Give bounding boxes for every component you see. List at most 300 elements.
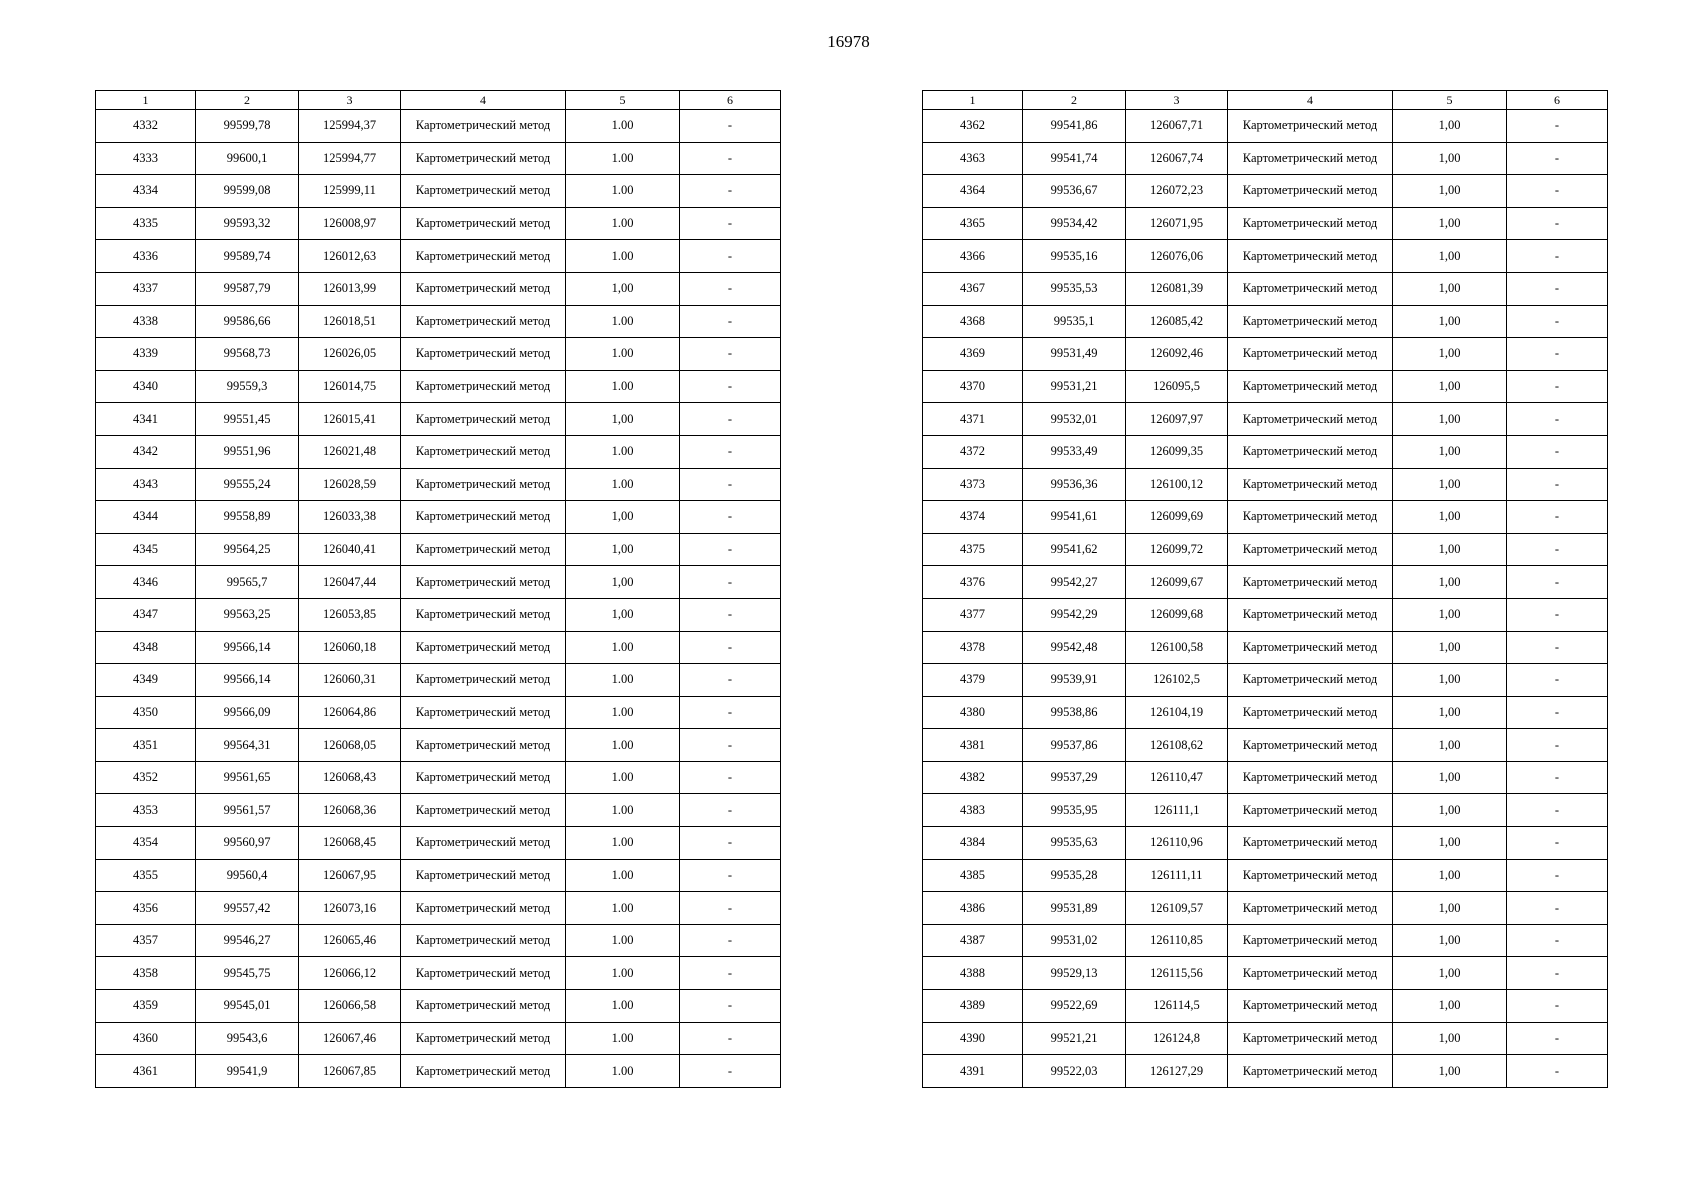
note-cell: - <box>1507 892 1608 925</box>
x-coordinate-cell: 99542,29 <box>1023 598 1126 631</box>
accuracy-cell: 1.00 <box>566 435 680 468</box>
method-cell: Картометрический метод <box>1228 957 1393 990</box>
coordinates-table-right <box>922 90 1608 1088</box>
note-cell: - <box>680 957 781 990</box>
accuracy-cell: 1,00 <box>1393 1055 1507 1088</box>
note-cell: - <box>1507 533 1608 566</box>
point-number-cell: 4346 <box>96 566 196 599</box>
method-cell: Картометрический метод <box>1228 435 1393 468</box>
method-cell: Картометрический метод <box>1228 859 1393 892</box>
method-cell: Картометрический метод <box>401 957 566 990</box>
x-coordinate-cell: 99531,02 <box>1023 924 1126 957</box>
accuracy-cell: 1.00 <box>566 240 680 273</box>
method-cell: Картометрический метод <box>1228 794 1393 827</box>
accuracy-cell: 1.00 <box>566 468 680 501</box>
y-coordinate-cell: 126060,18 <box>299 631 401 664</box>
note-cell: - <box>1507 664 1608 697</box>
method-cell: Картометрический метод <box>401 696 566 729</box>
table-row <box>96 338 781 371</box>
x-coordinate-cell: 99522,69 <box>1023 990 1126 1023</box>
table-row <box>96 1022 781 1055</box>
coordinates-table-left <box>95 90 781 1088</box>
y-coordinate-cell: 126068,05 <box>299 729 401 762</box>
note-cell: - <box>1507 924 1608 957</box>
point-number-cell: 4374 <box>923 501 1023 534</box>
x-coordinate-cell: 99558,89 <box>196 501 299 534</box>
y-coordinate-cell: 126068,36 <box>299 794 401 827</box>
x-coordinate-cell: 99532,01 <box>1023 403 1126 436</box>
table-row <box>923 338 1608 371</box>
column-header: 6 <box>1507 91 1608 110</box>
accuracy-cell: 1,00 <box>1393 598 1507 631</box>
method-cell: Картометрический метод <box>401 664 566 697</box>
accuracy-cell: 1,00 <box>1393 142 1507 175</box>
y-coordinate-cell: 126115,56 <box>1126 957 1228 990</box>
x-coordinate-cell: 99531,49 <box>1023 338 1126 371</box>
y-coordinate-cell: 126111,1 <box>1126 794 1228 827</box>
point-number-cell: 4385 <box>923 859 1023 892</box>
accuracy-cell: 1,00 <box>1393 1022 1507 1055</box>
y-coordinate-cell: 126067,71 <box>1126 110 1228 143</box>
point-number-cell: 4376 <box>923 566 1023 599</box>
accuracy-cell: 1,00 <box>1393 370 1507 403</box>
point-number-cell: 4348 <box>96 631 196 664</box>
method-cell: Картометрический метод <box>1228 338 1393 371</box>
accuracy-cell: 1.00 <box>566 990 680 1023</box>
x-coordinate-cell: 99551,96 <box>196 435 299 468</box>
accuracy-cell: 1,00 <box>1393 696 1507 729</box>
point-number-cell: 4333 <box>96 142 196 175</box>
accuracy-cell: 1.00 <box>566 957 680 990</box>
method-cell: Картометрический метод <box>1228 175 1393 208</box>
x-coordinate-cell: 99538,86 <box>1023 696 1126 729</box>
y-coordinate-cell: 126073,16 <box>299 892 401 925</box>
note-cell: - <box>680 338 781 371</box>
note-cell: - <box>680 305 781 338</box>
y-coordinate-cell: 126099,72 <box>1126 533 1228 566</box>
note-cell: - <box>680 631 781 664</box>
method-cell: Картометрический метод <box>1228 240 1393 273</box>
method-cell: Картометрический метод <box>1228 598 1393 631</box>
method-cell: Картометрический метод <box>1228 468 1393 501</box>
y-coordinate-cell: 126067,46 <box>299 1022 401 1055</box>
table-row <box>96 664 781 697</box>
point-number-cell: 4360 <box>96 1022 196 1055</box>
table-row <box>923 990 1608 1023</box>
table-row <box>96 696 781 729</box>
accuracy-cell: 1,00 <box>1393 892 1507 925</box>
note-cell: - <box>1507 240 1608 273</box>
point-number-cell: 4368 <box>923 305 1023 338</box>
x-coordinate-cell: 99541,9 <box>196 1055 299 1088</box>
y-coordinate-cell: 126072,23 <box>1126 175 1228 208</box>
y-coordinate-cell: 126067,85 <box>299 1055 401 1088</box>
table-row <box>923 142 1608 175</box>
table-row <box>923 272 1608 305</box>
point-number-cell: 4390 <box>923 1022 1023 1055</box>
table-row <box>96 110 781 143</box>
accuracy-cell: 1.00 <box>566 207 680 240</box>
method-cell: Картометрический метод <box>401 468 566 501</box>
point-number-cell: 4387 <box>923 924 1023 957</box>
point-number-cell: 4391 <box>923 1055 1023 1088</box>
table-body <box>923 110 1608 1088</box>
accuracy-cell: 1.00 <box>566 175 680 208</box>
method-cell: Картометрический метод <box>401 1022 566 1055</box>
note-cell: - <box>680 892 781 925</box>
method-cell: Картометрический метод <box>401 240 566 273</box>
method-cell: Картометрический метод <box>401 305 566 338</box>
point-number-cell: 4357 <box>96 924 196 957</box>
accuracy-cell: 1,00 <box>1393 664 1507 697</box>
column-header: 5 <box>566 91 680 110</box>
x-coordinate-cell: 99535,53 <box>1023 272 1126 305</box>
note-cell: - <box>1507 631 1608 664</box>
point-number-cell: 4341 <box>96 403 196 436</box>
table-row <box>96 794 781 827</box>
note-cell: - <box>1507 142 1608 175</box>
accuracy-cell: 1,00 <box>566 272 680 305</box>
point-number-cell: 4384 <box>923 827 1023 860</box>
x-coordinate-cell: 99545,75 <box>196 957 299 990</box>
x-coordinate-cell: 99531,21 <box>1023 370 1126 403</box>
point-number-cell: 4389 <box>923 990 1023 1023</box>
method-cell: Картометрический метод <box>1228 305 1393 338</box>
point-number-cell: 4339 <box>96 338 196 371</box>
table-row <box>923 664 1608 697</box>
method-cell: Картометрический метод <box>1228 142 1393 175</box>
note-cell: - <box>680 272 781 305</box>
y-coordinate-cell: 126092,46 <box>1126 338 1228 371</box>
point-number-cell: 4352 <box>96 761 196 794</box>
note-cell: - <box>1507 729 1608 762</box>
method-cell: Картометрический метод <box>401 435 566 468</box>
point-number-cell: 4350 <box>96 696 196 729</box>
point-number-cell: 4379 <box>923 664 1023 697</box>
x-coordinate-cell: 99543,6 <box>196 1022 299 1055</box>
method-cell: Картометрический метод <box>1228 696 1393 729</box>
accuracy-cell: 1.00 <box>566 631 680 664</box>
accuracy-cell: 1.00 <box>566 696 680 729</box>
note-cell: - <box>1507 990 1608 1023</box>
accuracy-cell: 1,00 <box>1393 468 1507 501</box>
method-cell: Картометрический метод <box>401 370 566 403</box>
accuracy-cell: 1,00 <box>1393 207 1507 240</box>
table-row <box>923 631 1608 664</box>
point-number-cell: 4347 <box>96 598 196 631</box>
note-cell: - <box>1507 827 1608 860</box>
note-cell: - <box>680 696 781 729</box>
x-coordinate-cell: 99566,14 <box>196 664 299 697</box>
y-coordinate-cell: 126114,5 <box>1126 990 1228 1023</box>
method-cell: Картометрический метод <box>401 403 566 436</box>
x-coordinate-cell: 99546,27 <box>196 924 299 957</box>
accuracy-cell: 1.00 <box>566 761 680 794</box>
y-coordinate-cell: 126008,97 <box>299 207 401 240</box>
note-cell: - <box>1507 598 1608 631</box>
accuracy-cell: 1.00 <box>566 1055 680 1088</box>
y-coordinate-cell: 125994,77 <box>299 142 401 175</box>
accuracy-cell: 1.00 <box>566 370 680 403</box>
note-cell: - <box>680 794 781 827</box>
column-header: 6 <box>680 91 781 110</box>
method-cell: Картометрический метод <box>401 924 566 957</box>
y-coordinate-cell: 126099,69 <box>1126 501 1228 534</box>
x-coordinate-cell: 99539,91 <box>1023 664 1126 697</box>
point-number-cell: 4362 <box>923 110 1023 143</box>
y-coordinate-cell: 126124,8 <box>1126 1022 1228 1055</box>
table-row <box>923 501 1608 534</box>
method-cell: Картометрический метод <box>401 566 566 599</box>
x-coordinate-cell: 99537,86 <box>1023 729 1126 762</box>
y-coordinate-cell: 126067,74 <box>1126 142 1228 175</box>
note-cell: - <box>680 827 781 860</box>
table-row <box>96 207 781 240</box>
point-number-cell: 4332 <box>96 110 196 143</box>
x-coordinate-cell: 99531,89 <box>1023 892 1126 925</box>
table-header <box>923 91 1608 110</box>
method-cell: Картометрический метод <box>1228 631 1393 664</box>
header-row <box>923 91 1608 110</box>
point-number-cell: 4365 <box>923 207 1023 240</box>
y-coordinate-cell: 125994,37 <box>299 110 401 143</box>
method-cell: Картометрический метод <box>401 794 566 827</box>
y-coordinate-cell: 126108,62 <box>1126 729 1228 762</box>
note-cell: - <box>1507 957 1608 990</box>
page-number: 16978 <box>827 32 870 51</box>
x-coordinate-cell: 99587,79 <box>196 272 299 305</box>
table-row <box>923 598 1608 631</box>
point-number-cell: 4375 <box>923 533 1023 566</box>
accuracy-cell: 1,00 <box>1393 794 1507 827</box>
note-cell: - <box>680 370 781 403</box>
table-row <box>96 761 781 794</box>
table-row <box>923 924 1608 957</box>
x-coordinate-cell: 99522,03 <box>1023 1055 1126 1088</box>
table-row <box>96 435 781 468</box>
point-number-cell: 4378 <box>923 631 1023 664</box>
note-cell: - <box>1507 696 1608 729</box>
accuracy-cell: 1,00 <box>1393 827 1507 860</box>
y-coordinate-cell: 126066,12 <box>299 957 401 990</box>
accuracy-cell: 1.00 <box>566 794 680 827</box>
column-header: 3 <box>299 91 401 110</box>
y-coordinate-cell: 126100,58 <box>1126 631 1228 664</box>
table-row <box>923 175 1608 208</box>
column-header: 3 <box>1126 91 1228 110</box>
note-cell: - <box>680 142 781 175</box>
accuracy-cell: 1.00 <box>566 892 680 925</box>
note-cell: - <box>1507 338 1608 371</box>
x-coordinate-cell: 99535,95 <box>1023 794 1126 827</box>
column-header: 1 <box>923 91 1023 110</box>
table-row <box>923 1055 1608 1088</box>
point-number-cell: 4358 <box>96 957 196 990</box>
y-coordinate-cell: 126068,45 <box>299 827 401 860</box>
y-coordinate-cell: 126100,12 <box>1126 468 1228 501</box>
method-cell: Картометрический метод <box>1228 761 1393 794</box>
x-coordinate-cell: 99560,97 <box>196 827 299 860</box>
point-number-cell: 4354 <box>96 827 196 860</box>
x-coordinate-cell: 99541,61 <box>1023 501 1126 534</box>
method-cell: Картометрический метод <box>401 827 566 860</box>
point-number-cell: 4370 <box>923 370 1023 403</box>
y-coordinate-cell: 126110,96 <box>1126 827 1228 860</box>
y-coordinate-cell: 126110,85 <box>1126 924 1228 957</box>
accuracy-cell: 1,00 <box>1393 435 1507 468</box>
table-row <box>96 468 781 501</box>
y-coordinate-cell: 126099,35 <box>1126 435 1228 468</box>
accuracy-cell: 1,00 <box>1393 924 1507 957</box>
y-coordinate-cell: 126018,51 <box>299 305 401 338</box>
x-coordinate-cell: 99559,3 <box>196 370 299 403</box>
y-coordinate-cell: 126040,41 <box>299 533 401 566</box>
method-cell: Картометрический метод <box>401 338 566 371</box>
table-row <box>923 729 1608 762</box>
x-coordinate-cell: 99565,7 <box>196 566 299 599</box>
table-row <box>96 957 781 990</box>
table-row <box>923 435 1608 468</box>
point-number-cell: 4367 <box>923 272 1023 305</box>
y-coordinate-cell: 125999,11 <box>299 175 401 208</box>
table-row <box>96 859 781 892</box>
accuracy-cell: 1,00 <box>566 533 680 566</box>
y-coordinate-cell: 126095,5 <box>1126 370 1228 403</box>
method-cell: Картометрический метод <box>1228 827 1393 860</box>
accuracy-cell: 1.00 <box>566 729 680 762</box>
table-row <box>923 403 1608 436</box>
y-coordinate-cell: 126071,95 <box>1126 207 1228 240</box>
accuracy-cell: 1,00 <box>1393 305 1507 338</box>
accuracy-cell: 1,00 <box>566 566 680 599</box>
x-coordinate-cell: 99566,14 <box>196 631 299 664</box>
accuracy-cell: 1.00 <box>566 110 680 143</box>
method-cell: Картометрический метод <box>1228 729 1393 762</box>
accuracy-cell: 1,00 <box>1393 761 1507 794</box>
note-cell: - <box>1507 566 1608 599</box>
note-cell: - <box>1507 175 1608 208</box>
note-cell: - <box>680 566 781 599</box>
y-coordinate-cell: 126067,95 <box>299 859 401 892</box>
accuracy-cell: 1,00 <box>1393 566 1507 599</box>
accuracy-cell: 1.00 <box>566 1022 680 1055</box>
accuracy-cell: 1.00 <box>566 142 680 175</box>
note-cell: - <box>680 1055 781 1088</box>
x-coordinate-cell: 99536,67 <box>1023 175 1126 208</box>
x-coordinate-cell: 99599,08 <box>196 175 299 208</box>
accuracy-cell: 1,00 <box>1393 990 1507 1023</box>
y-coordinate-cell: 126053,85 <box>299 598 401 631</box>
method-cell: Картометрический метод <box>401 175 566 208</box>
point-number-cell: 4361 <box>96 1055 196 1088</box>
point-number-cell: 4366 <box>923 240 1023 273</box>
y-coordinate-cell: 126104,19 <box>1126 696 1228 729</box>
accuracy-cell: 1.00 <box>566 924 680 957</box>
method-cell: Картометрический метод <box>401 501 566 534</box>
accuracy-cell: 1.00 <box>566 305 680 338</box>
table-row <box>96 892 781 925</box>
x-coordinate-cell: 99534,42 <box>1023 207 1126 240</box>
x-coordinate-cell: 99541,74 <box>1023 142 1126 175</box>
note-cell: - <box>680 598 781 631</box>
accuracy-cell: 1,00 <box>1393 272 1507 305</box>
point-number-cell: 4351 <box>96 729 196 762</box>
x-coordinate-cell: 99566,09 <box>196 696 299 729</box>
point-number-cell: 4371 <box>923 403 1023 436</box>
method-cell: Картометрический метод <box>1228 1055 1393 1088</box>
x-coordinate-cell: 99563,25 <box>196 598 299 631</box>
method-cell: Картометрический метод <box>401 859 566 892</box>
note-cell: - <box>1507 370 1608 403</box>
note-cell: - <box>1507 794 1608 827</box>
method-cell: Картометрический метод <box>401 1055 566 1088</box>
y-coordinate-cell: 126068,43 <box>299 761 401 794</box>
note-cell: - <box>1507 1055 1608 1088</box>
method-cell: Картометрический метод <box>1228 501 1393 534</box>
accuracy-cell: 1,00 <box>566 501 680 534</box>
y-coordinate-cell: 126026,05 <box>299 338 401 371</box>
point-number-cell: 4359 <box>96 990 196 1023</box>
method-cell: Картометрический метод <box>401 892 566 925</box>
method-cell: Картометрический метод <box>1228 207 1393 240</box>
note-cell: - <box>680 990 781 1023</box>
y-coordinate-cell: 126012,63 <box>299 240 401 273</box>
x-coordinate-cell: 99535,16 <box>1023 240 1126 273</box>
table-row <box>923 305 1608 338</box>
point-number-cell: 4353 <box>96 794 196 827</box>
x-coordinate-cell: 99555,24 <box>196 468 299 501</box>
y-coordinate-cell: 126060,31 <box>299 664 401 697</box>
y-coordinate-cell: 126085,42 <box>1126 305 1228 338</box>
table-row <box>923 696 1608 729</box>
method-cell: Картометрический метод <box>1228 403 1393 436</box>
accuracy-cell: 1,00 <box>1393 338 1507 371</box>
method-cell: Картометрический метод <box>401 110 566 143</box>
point-number-cell: 4337 <box>96 272 196 305</box>
point-number-cell: 4388 <box>923 957 1023 990</box>
table-row <box>96 1055 781 1088</box>
accuracy-cell: 1.00 <box>566 338 680 371</box>
column-header: 1 <box>96 91 196 110</box>
note-cell: - <box>680 924 781 957</box>
x-coordinate-cell: 99535,63 <box>1023 827 1126 860</box>
table-header <box>96 91 781 110</box>
point-number-cell: 4363 <box>923 142 1023 175</box>
note-cell: - <box>680 435 781 468</box>
accuracy-cell: 1.00 <box>566 859 680 892</box>
table-row <box>96 827 781 860</box>
y-coordinate-cell: 126097,97 <box>1126 403 1228 436</box>
method-cell: Картометрический метод <box>1228 990 1393 1023</box>
point-number-cell: 4349 <box>96 664 196 697</box>
point-number-cell: 4334 <box>96 175 196 208</box>
point-number-cell: 4381 <box>923 729 1023 762</box>
column-header: 5 <box>1393 91 1507 110</box>
method-cell: Картометрический метод <box>401 598 566 631</box>
y-coordinate-cell: 126127,29 <box>1126 1055 1228 1088</box>
note-cell: - <box>680 468 781 501</box>
method-cell: Картометрический метод <box>401 207 566 240</box>
table-row <box>923 110 1608 143</box>
note-cell: - <box>680 110 781 143</box>
x-coordinate-cell: 99557,42 <box>196 892 299 925</box>
x-coordinate-cell: 99589,74 <box>196 240 299 273</box>
note-cell: - <box>1507 110 1608 143</box>
method-cell: Картометрический метод <box>1228 1022 1393 1055</box>
point-number-cell: 4336 <box>96 240 196 273</box>
note-cell: - <box>680 729 781 762</box>
accuracy-cell: 1,00 <box>1393 403 1507 436</box>
